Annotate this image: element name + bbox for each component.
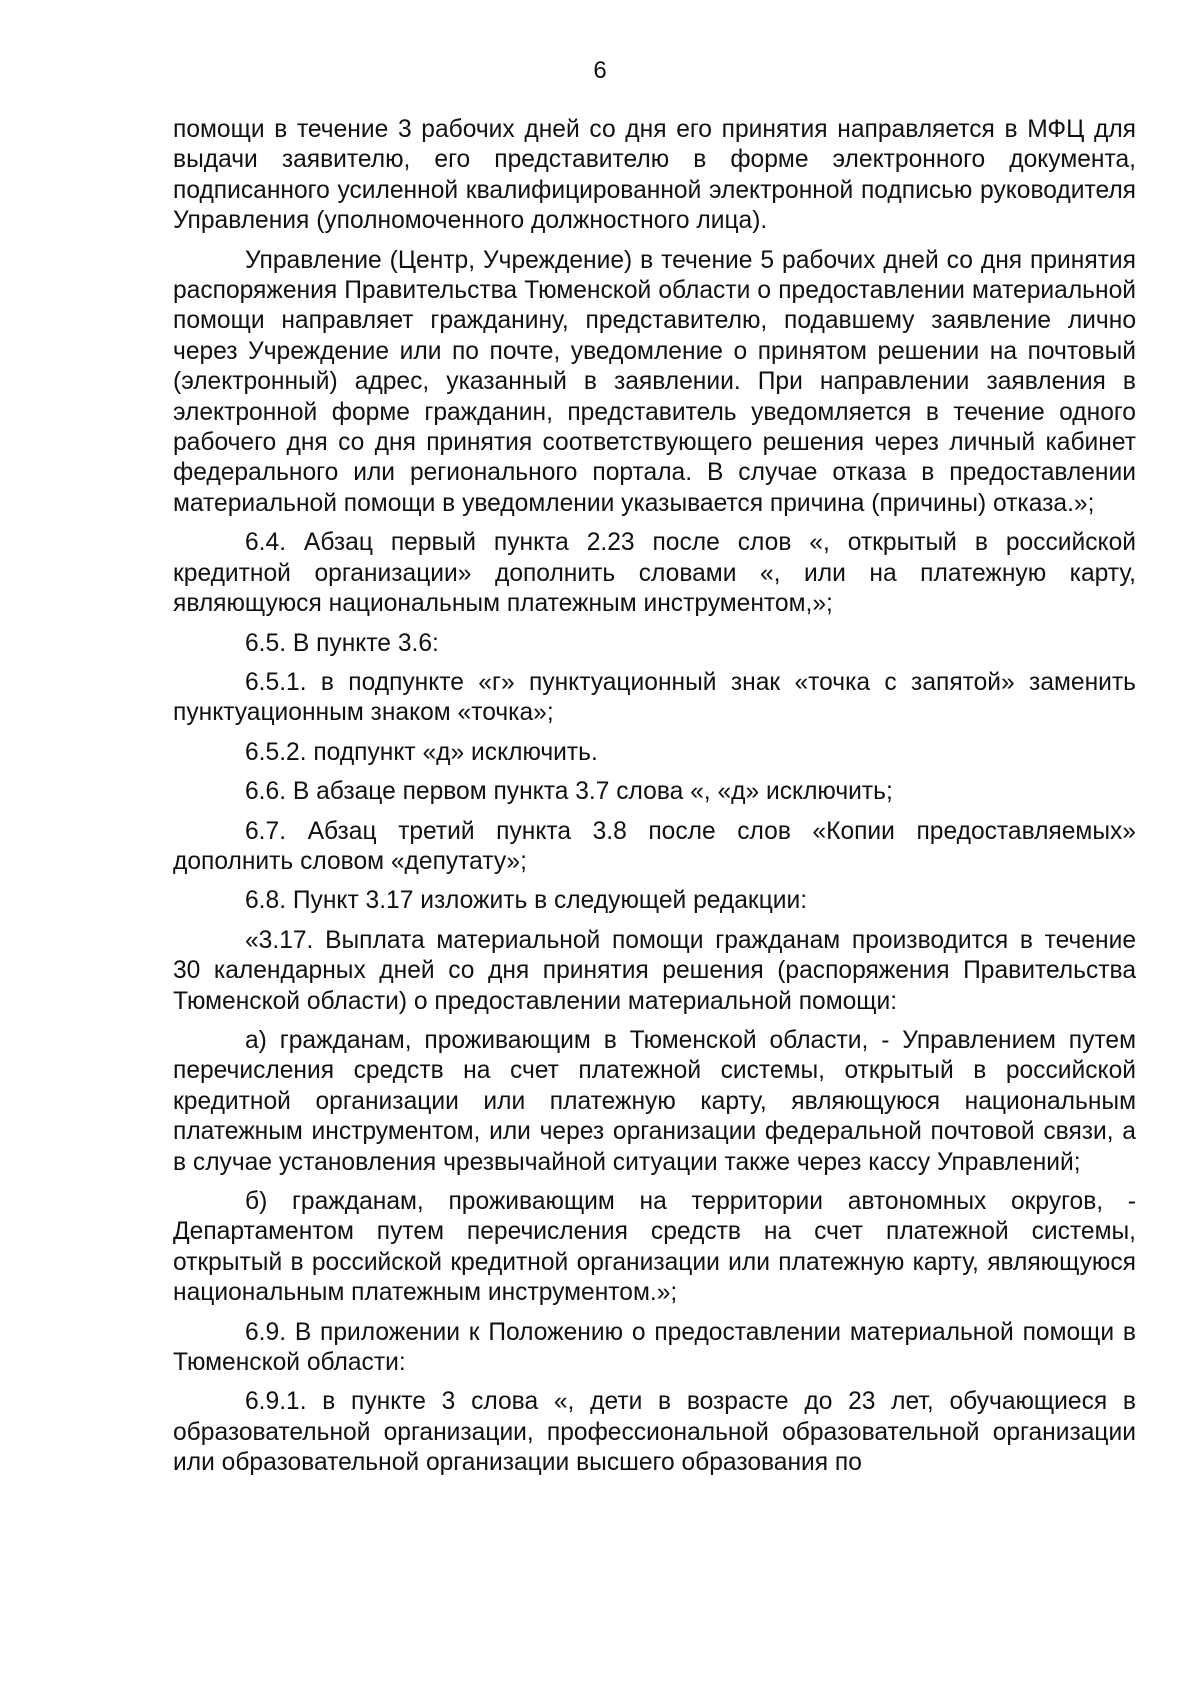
paragraph: 6.9. В приложении к Положению о предоставлении материальной помощи в Тюменской области: bbox=[173, 1318, 1136, 1377]
paragraph: а) гражданам, проживающим в Тюменской области, - Управлением путем перечисления средств на счет платежной системы, открытый в российской кредитной организации или платежную карту, являющуюся национальным платежным инструментом, или через организации федеральной почтовой связи, а в случае установления чрезвычайной ситуации также через кассу Управлений; bbox=[173, 1026, 1136, 1176]
paragraph: «3.17. Выплата материальной помощи гражданам производится в течение 30 календарных дней со дня принятия решения (распоряжения Правительства Тюменской области) о предоставлении материальной помощи: bbox=[173, 926, 1136, 1015]
paragraph: 6.5.1. в подпункте «г» пунктуационный знак «точка с запятой» заменить пунктуационным знаком «точка»; bbox=[173, 668, 1136, 727]
paragraph: помощи в течение 3 рабочих дней со дня его принятия направляется в МФЦ для выдачи заявителю, его представителю в форме электронного документа, подписанного усиленной квалифицированной электронной подписью руководителя Управления (уполномоченного должностного лица). bbox=[173, 116, 1136, 235]
paragraph: 6.5.2. подпункт «д» исключить. bbox=[245, 738, 598, 766]
page-number: 6 bbox=[593, 57, 607, 84]
paragraph: 6.5. В пункте 3.6: bbox=[245, 629, 439, 657]
paragraph: 6.7. Абзац третий пункта 3.8 после слов «Копии предоставляемых» дополнить словом «депутату»; bbox=[173, 817, 1136, 875]
paragraph: 6.8. Пункт 3.17 изложить в следующей редакции: bbox=[245, 887, 808, 915]
paragraph: Управление (Центр, Учреждение) в течение 5 рабочих дней со дня принятия распоряжения Правительства Тюменской области о предоставлении материальной помощи направляет гражданину, представителю, подавшему заявление лично через Учреждение или по почте, уведомление о принятом решении на почтовый (электронный) адрес, указанный в заявлении. При направлении заявления в электронной форме гражданин, представитель уведомляется в течение одного рабочего дня со дня принятия соответствующего решения через личный кабинет федерального или регионального портала. В случае отказа в предоставлении материальной помощи в уведомлении указывается причина (причины) отказа.»; bbox=[173, 246, 1136, 517]
paragraph: 6.6. В абзаце первом пункта 3.7 слова «, «д» исключить; bbox=[245, 778, 893, 806]
paragraph: б) гражданам, проживающим на территории автономных округов, - Департаментом путем перечисления средств на счет платежной системы, открытый в российской кредитной организации или платежную карту, являющуюся национальным платежным инструментом.»; bbox=[173, 1188, 1136, 1307]
document-body bbox=[173, 115, 1136, 1488]
paragraph: 6.9.1. в пункте 3 слова «, дети в возрасте до 23 лет, обучающиеся в образовательной организации, профессиональной образовательной организации или образовательной организации высшего образования по bbox=[173, 1388, 1136, 1477]
paragraph: 6.4. Абзац первый пункта 2.23 после слов «, открытый в российской кредитной организации» дополнить словами «, или на платежную карту, являющуюся национальным платежным инструментом,»; bbox=[173, 529, 1136, 618]
